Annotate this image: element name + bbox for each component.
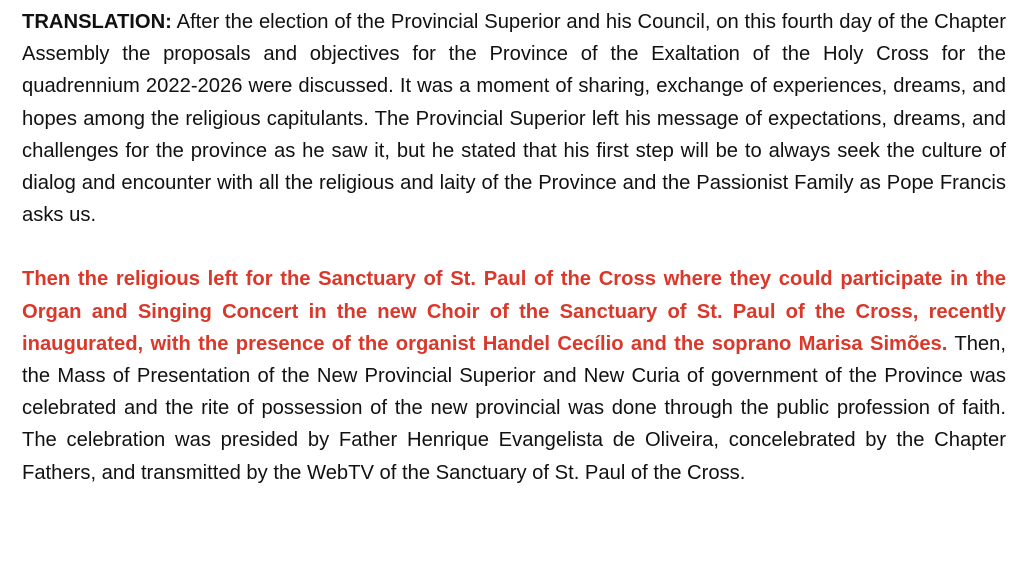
- translation-paragraph: [22, 6, 1006, 231]
- mass-presentation-text: Then, the Mass of Presentation of the New Provincial Superior and New Curia of government of the Province was celebrated and the rite of possession of the new provincial was done through the public profession of faith. The celebration was presided by Father Henrique Evangelista de Oliveira, concelebrated by the Chapter Fathers, and transmitted by the WebTV of the Sanctuary of St. Paul of the Cross.: [22, 332, 1006, 484]
- translation-label: TRANSLATION:: [22, 11, 172, 33]
- concert-paragraph: [22, 263, 1006, 488]
- translation-text: After the election of the Provincial Superior and his Council, on this fourth day of the Chapter Assembly the proposals and objectives for the Province of the Exaltation of the Holy Cross for the quadrennium 2022-2026 were discussed. It was a moment of sharing, exchange of experiences, dreams, and hopes among the religious capitulants. The Provincial Superior left his message of expectations, dreams, and challenges for the province as he saw it, but he stated that his first step will be to always seek the culture of dialog and encounter with all the religious and laity of the Province and the Passionist Family as Pope Francis asks us.: [22, 11, 1006, 227]
- concert-highlight-text: Then the religious left for the Sanctuary of St. Paul of the Cross where they could participate in the Organ and Singing Concert in the new Choir of the Sanctuary of St. Paul of the Cross, recently inaugurated, with the presence of the organist Handel Cecílio and the soprano Marisa Simões.: [22, 268, 1006, 355]
